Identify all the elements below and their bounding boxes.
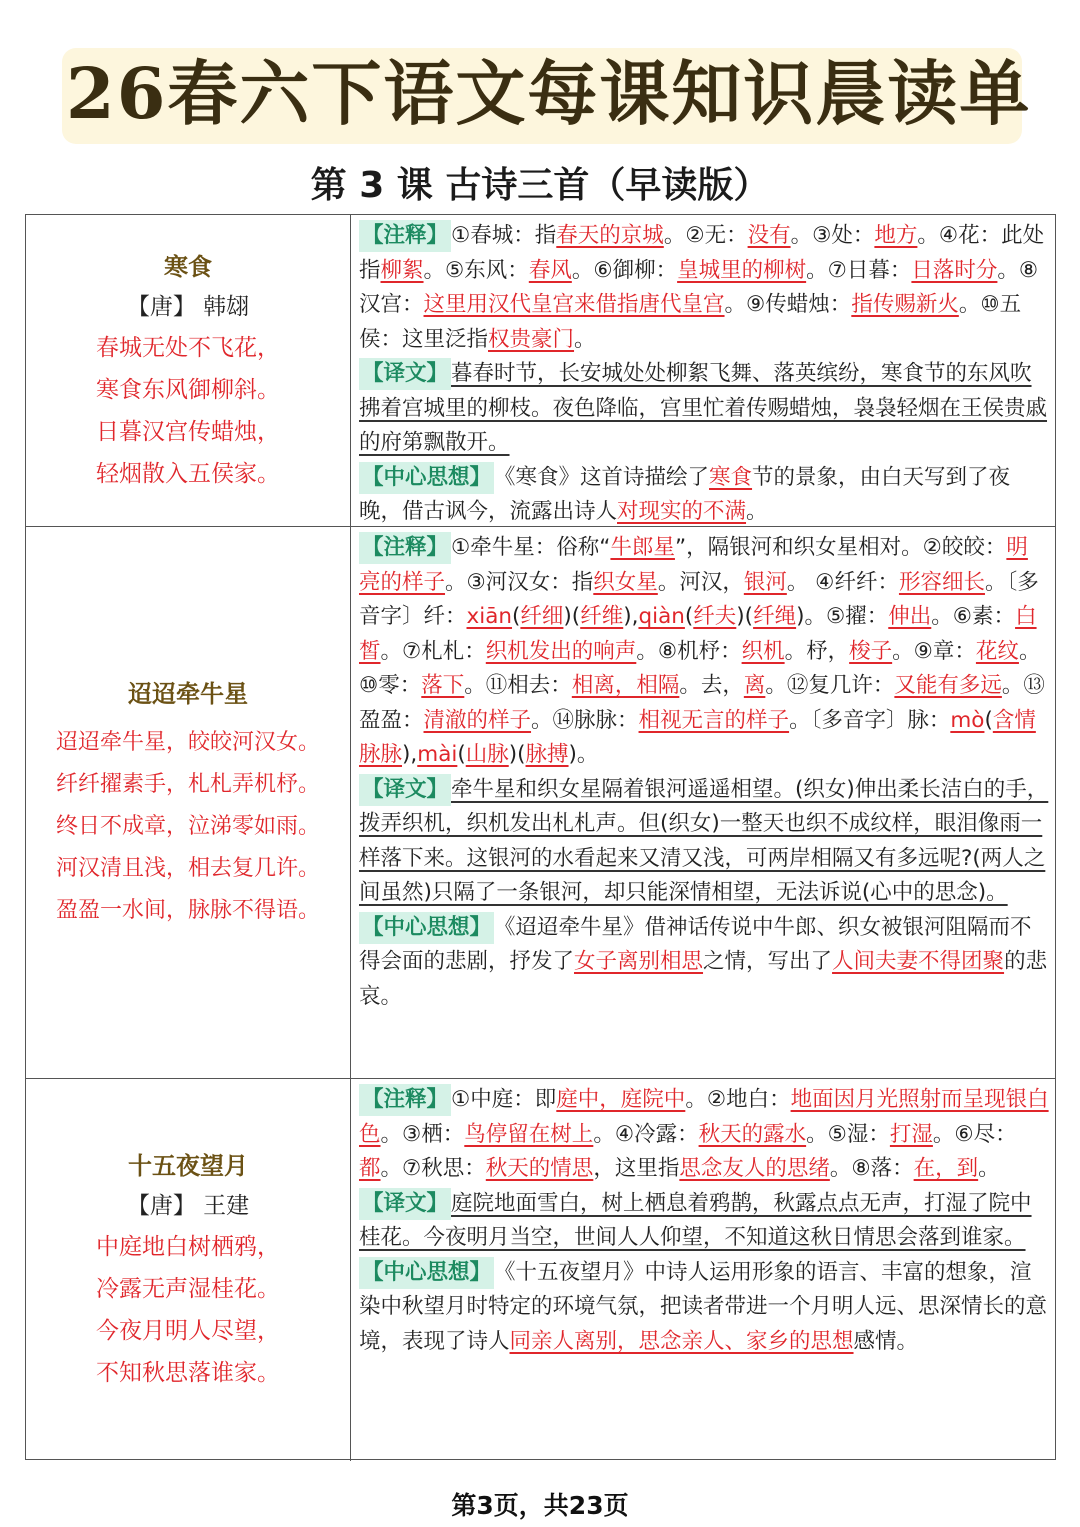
page-number: 第3页，共23页: [451, 1491, 629, 1520]
translation-text: 牵牛星和织女星隔着银河遥遥相望。(织女)伸出柔长洁白的手，拨弄织机，织机发出札札声。但(织女)一整天也织不成纹样，眼泪像雨一样落下来。这银河的水看起来又清又浅，可两岸相隔又有多远呢?(两人之间虽然)只隔了一条银河，却只能深情相望，无法诉说(心中的思念)。: [359, 776, 1049, 905]
poem-line: 不知秋思落谁家。: [96, 1360, 280, 1386]
notes-tag: 【注释】: [359, 220, 451, 252]
poem-author: 【唐】 王建: [126, 1193, 250, 1219]
knowledge-table: [25, 214, 1056, 1460]
notes-paragraph: 【注释】 ①牵牛星：俗称“牛郎星”，隔银河和织女星相对。②皎皎：明亮的样子。③河汉女：指织女星。河汉，银河。 ④纤纤：形容细长。〔多音字〕纤：xiān(纤细)(纤维),qiàn(纤夫)(纤绳)。⑤擢：伸出。⑥素：白皙。⑦札札：织机发出的响声。⑧机杼：织机。杼，梭子。⑨章：花纹。⑩零：落下。⑪相去：相离，相隔。去，离。⑫复几许：又能有多远。⑬盈盈：清澈的样子。⑭脉脉：相视无言的样子。〔多音字〕脉：mò(含情脉脉),mài(山脉)(脉搏)。: [359, 531, 1049, 773]
notes-cell: [359, 531, 1049, 1014]
poem-line: 冷露无声湿桂花。: [96, 1276, 280, 1302]
lesson-title: 第 3 课 古诗三首（早读版）: [310, 165, 770, 206]
notes-paragraph: 【注释】 ①中庭：即庭中，庭院中。②地白：地面因月光照射而呈现银白色。③栖：鸟停留在树上。④冷露：秋天的露水。⑤湿：打湿。⑥尽：都。⑦秋思：秋天的情思，这里指思念友人的思绪。⑧落：在，到。: [359, 1083, 1049, 1187]
theme-tag: 【中心思想】: [359, 1257, 494, 1289]
poem-line: 日暮汉宫传蜡烛，: [96, 418, 280, 445]
poem-title: 十五夜望月: [128, 1152, 248, 1180]
notes-tag: 【注释】: [359, 1084, 451, 1116]
poem-line: 河汉清且浅，相去复几许。: [55, 855, 320, 881]
poem-line: 终日不成章，泣涕零如雨。: [55, 813, 320, 839]
notes-paragraph: 【注释】 ①春城：指春天的京城。②无：没有。③处：地方。④花：此处指柳絮。⑤东风：春风。⑥御柳：皇城里的柳树。⑦日暮：日落时分。⑧汉宫：这里用汉代皇宫来借指唐代皇宫。⑨传蜡烛：指传赐新火。⑩五侯：这里泛指权贵豪门。: [359, 219, 1049, 357]
translation-tag: 【译文】: [359, 1188, 451, 1220]
table-row-wangyue: [26, 1079, 1055, 1461]
translation-paragraph: [359, 357, 1049, 461]
theme-paragraph: 【中心思想】 《迢迢牵牛星》借神话传说中牛郎、织女被银河阻隔而不得会面的悲剧，抒发了女子离别相思之情，写出了人间夫妻不得团聚的悲哀。: [359, 911, 1049, 1015]
poem-title: 迢迢牵牛星: [128, 679, 248, 708]
poem-line: 今夜月明人尽望，: [96, 1318, 280, 1344]
poem-author: 【唐】 韩翃: [126, 293, 250, 320]
theme-paragraph: 【中心思想】 《十五夜望月》中诗人运用形象的语言、丰富的想象，渲染中秋望月时特定的环境气氛，把读者带进一个月明人远、思深情长的意境，表现了诗人同亲人离别，思念亲人、家乡的思想感情。: [359, 1256, 1049, 1360]
notes-tag: 【注释】: [359, 532, 451, 564]
theme-tag: 【中心思想】: [359, 462, 494, 494]
poem-line: 春城无处不飞花，: [96, 334, 280, 361]
theme-tag: 【中心思想】: [359, 912, 494, 944]
translation-paragraph: [359, 1187, 1049, 1256]
poem-line: 寒食东风御柳斜。: [96, 376, 280, 403]
poem-line: 中庭地白树栖鸦，: [96, 1234, 280, 1260]
poem-line: 纤纤擢素手，札札弄机杼。: [55, 771, 320, 797]
notes-cell: [359, 219, 1049, 530]
poem-line: 轻烟散入五侯家。: [96, 460, 280, 487]
poem-line: 盈盈一水间，脉脉不得语。: [55, 897, 320, 923]
translation-tag: 【译文】: [359, 358, 451, 390]
translation-paragraph: [359, 773, 1049, 911]
notes-cell: [359, 1083, 1049, 1359]
poem-cell: [26, 1079, 351, 1461]
translation-tag: 【译文】: [359, 774, 451, 806]
poem-cell: [26, 215, 351, 526]
poem-line: 迢迢牵牛星，皎皎河汉女。: [55, 729, 320, 755]
theme-paragraph: 【中心思想】 《寒食》这首诗描绘了寒食节的景象，由白天写到了夜晚，借古讽今，流露出诗人对现实的不满。: [359, 461, 1049, 530]
main-title: 26春六下语文每课知识晨读单: [66, 52, 1032, 135]
translation-text: 庭院地面雪白，树上栖息着鸦鹊，秋露点点无声，打湿了院中桂花。今夜明月当空，世间人人仰望，不知道这秋日情思会落到谁家。: [359, 1190, 1032, 1250]
translation-text: 暮春时节，长安城处处柳絮飞舞、落英缤纷，寒食节的东风吹拂着宫城里的柳枝。夜色降临，宫里忙着传赐蜡烛，袅袅轻烟在王侯贵戚的府第飘散开。: [359, 361, 1048, 455]
table-row-qianniuxing: [26, 527, 1055, 1079]
poem-cell: [26, 527, 351, 1078]
table-row-hanshi: [26, 215, 1055, 527]
poem-title: 寒食: [164, 252, 212, 281]
